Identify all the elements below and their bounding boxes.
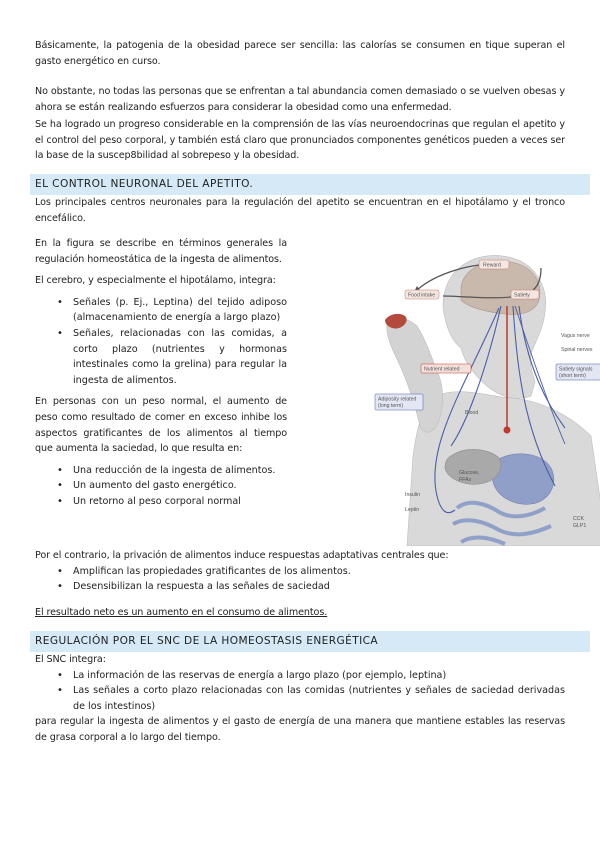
deprivation-text: Por el contrario, la privación de alimentos induce respuestas adaptativas centrales que: (35, 550, 449, 561)
section2-block (35, 652, 565, 746)
list-item: • Desensibilizan la respuesta a las señales de saciedad (73, 579, 565, 595)
cns-integrates-list (35, 668, 565, 715)
figure-label-satiety-signals: Satiety signals (559, 366, 593, 373)
brain-integrates-text: El cerebro, y especialmente el hipotálamo, integra: (35, 275, 276, 287)
figure-label-leptin: Leptin (405, 507, 420, 513)
paragraph-progress: Se ha logrado un progreso considerable en la comprensión de las vías neuroendocrinas que regulan el apetito y el control del peso corporal, y también está claro que pronunciados componentes genéticos pueden a veces ser la base de la suscep8bilidad al sobrepeso y la obesidad. (35, 119, 565, 162)
list-item: • Amplifican las propiedades gratificantes de los alimentos. (73, 564, 565, 580)
figure-label-glucose: Glucose, (459, 470, 480, 476)
figure-label-adiposity-related: Adiposity related (378, 396, 417, 403)
brain-signals-list (35, 295, 287, 389)
figure-label-food-intake: Food intake (408, 292, 436, 299)
figure-label-short-term: (short term) (559, 373, 586, 379)
deprivation-list (35, 564, 565, 595)
section-heading-cns-regulation: REGULACIÓN POR EL SNC DE LA HOMEOSTASIS ENERGÉTICA (30, 631, 590, 652)
figure-label-reward: Reward (483, 262, 501, 269)
figure-label-spinal-nerves: Spinal nerves (561, 347, 593, 353)
figure-intro-text: En la figura se describe en términos generales la regulación homeostática de la ingesta de alimentos. (35, 238, 287, 265)
list-item: • Señales (p. Ej., Leptina) del tejido adiposo (almacenamiento de energía a largo plazo) (73, 295, 287, 326)
section2-conclusion: para regular la ingesta de alimentos y el gasto de energía de una manera que mantiene estables las reservas de grasa corporal a lo largo del tiempo. (35, 716, 565, 743)
figure-label-ffas: FFAs (459, 477, 472, 483)
normal-weight-text: En personas con un peso normal, el aumento de peso como resultado de comer en exceso inhibe los aspectos gratificantes de los alimentos al tiempo que aumenta la saciedad, lo que resulta en: (35, 396, 287, 455)
figure-label-vagus-nerve: Vagus nerve (561, 333, 590, 339)
list-item: • Las señales a corto plazo relacionadas con las comidas (nutrientes y señales de saciedad derivadas de los intestinos) (73, 683, 565, 714)
net-result-text: El resultado neto es un aumento en el consumo de alimentos. (35, 607, 328, 618)
paragraph-pathogenesis: Básicamente, la patogenia de la obesidad parece ser sencilla: las calorías se consumen en tique superan el gasto energético en curso. (35, 40, 565, 67)
section2-intro: El SNC integra: (35, 654, 106, 665)
list-item: • Señales, relacionadas con las comidas, a corto plazo (nutrientes y hormonas intestinales como la grelina) para regular la ingesta de alimentos. (73, 326, 287, 388)
normal-weight-results-list (35, 463, 287, 510)
figure-label-satiety: Satiety (514, 292, 530, 299)
figure-label-long-term: (long term) (378, 403, 404, 409)
paragraph-not-all-people: No obstante, no todas las personas que se enfrentan a tal abundancia comen demasiado o se vuelven obesas y ahora se están realizando esfuerzos para considerar la obesidad como una enfermedad. (35, 86, 565, 113)
section-heading-neural-control: EL CONTROL NEURONAL DEL APETITO. (30, 174, 590, 195)
deprivation-block (35, 548, 565, 595)
figure-label-insulin: Insulin (405, 492, 420, 498)
figure-label-blood: Blood (465, 410, 479, 416)
figure-label-glp1: GLP1 (573, 523, 587, 529)
list-item: • La información de las reservas de energía a largo plazo (por ejemplo, leptina) (73, 668, 565, 684)
list-item: • Una reducción de la ingesta de alimentos. (73, 463, 287, 479)
list-item: • Un aumento del gasto energético. (73, 478, 287, 494)
figure-label-cck: CCK (573, 516, 584, 522)
appetite-regulation-figure (365, 246, 600, 546)
list-item: • Un retorno al peso corporal normal (73, 494, 287, 510)
left-column (35, 236, 287, 510)
section1-intro: Los principales centros neuronales para la regulación del apetito se encuentran en el hipotálamo y el tronco encefálico. (35, 197, 565, 224)
figure-label-nutrient-related: Nutrient related (424, 366, 460, 373)
